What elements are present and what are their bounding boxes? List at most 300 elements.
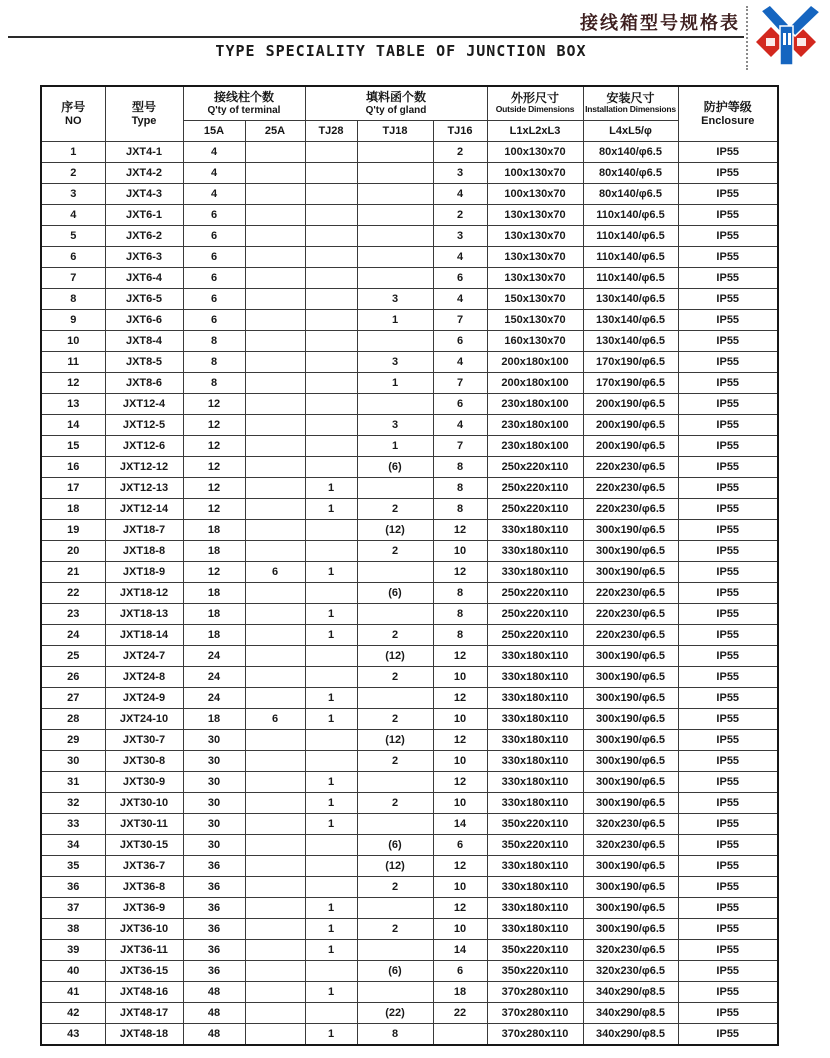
table-row bbox=[41, 625, 778, 646]
cell-outside-dimensions: 370x280x110 bbox=[487, 1003, 583, 1024]
col-header-type-cn: 型号 bbox=[131, 100, 156, 115]
cell-no: 35 bbox=[41, 856, 105, 877]
table-row bbox=[41, 793, 778, 814]
cell-terminal-25a bbox=[245, 982, 305, 1003]
cell-type: JXT30-15 bbox=[105, 835, 183, 856]
cell-gland-tj16: 4 bbox=[433, 184, 487, 205]
cell-enclosure: IP55 bbox=[678, 499, 778, 520]
cell-enclosure: IP55 bbox=[678, 1003, 778, 1024]
cell-terminal-15a: 8 bbox=[183, 331, 245, 352]
cell-outside-dimensions: 330x180x110 bbox=[487, 541, 583, 562]
cell-no: 1 bbox=[41, 142, 105, 163]
cell-no: 39 bbox=[41, 940, 105, 961]
cell-outside-dimensions: 350x220x110 bbox=[487, 814, 583, 835]
cell-outside-dimensions: 330x180x110 bbox=[487, 562, 583, 583]
cell-gland-tj28 bbox=[305, 142, 357, 163]
cell-gland-tj18: 1 bbox=[357, 373, 433, 394]
cell-terminal-15a: 12 bbox=[183, 478, 245, 499]
cell-outside-dimensions: 200x180x100 bbox=[487, 373, 583, 394]
cell-enclosure: IP55 bbox=[678, 646, 778, 667]
cell-terminal-15a: 36 bbox=[183, 898, 245, 919]
cell-installation-dimensions: 300x190/φ6.5 bbox=[583, 856, 678, 877]
cell-outside-dimensions: 230x180x100 bbox=[487, 436, 583, 457]
cell-outside-dimensions: 330x180x110 bbox=[487, 856, 583, 877]
cell-no: 13 bbox=[41, 394, 105, 415]
cell-outside-dimensions: 130x130x70 bbox=[487, 205, 583, 226]
col-header-no-en: NO bbox=[65, 114, 82, 127]
cell-gland-tj28 bbox=[305, 289, 357, 310]
cell-terminal-15a: 12 bbox=[183, 436, 245, 457]
cell-gland-tj16: 10 bbox=[433, 877, 487, 898]
cell-gland-tj16: 14 bbox=[433, 814, 487, 835]
cell-installation-dimensions: 110x140/φ6.5 bbox=[583, 268, 678, 289]
table-row bbox=[41, 394, 778, 415]
cell-gland-tj16: 10 bbox=[433, 667, 487, 688]
table-row bbox=[41, 751, 778, 772]
cell-gland-tj18 bbox=[357, 184, 433, 205]
cell-gland-tj16: 8 bbox=[433, 499, 487, 520]
cell-enclosure: IP55 bbox=[678, 793, 778, 814]
cell-terminal-25a bbox=[245, 436, 305, 457]
cell-terminal-15a: 48 bbox=[183, 1003, 245, 1024]
cell-enclosure: IP55 bbox=[678, 688, 778, 709]
cell-type: JXT8-6 bbox=[105, 373, 183, 394]
table-row bbox=[41, 919, 778, 940]
col-subheader-15a: 15A bbox=[183, 121, 245, 142]
cell-terminal-15a: 12 bbox=[183, 394, 245, 415]
cell-outside-dimensions: 130x130x70 bbox=[487, 247, 583, 268]
cell-terminal-15a: 6 bbox=[183, 268, 245, 289]
cell-terminal-15a: 18 bbox=[183, 625, 245, 646]
cell-terminal-15a: 6 bbox=[183, 247, 245, 268]
table-row bbox=[41, 772, 778, 793]
cell-installation-dimensions: 300x190/φ6.5 bbox=[583, 562, 678, 583]
cell-outside-dimensions: 370x280x110 bbox=[487, 982, 583, 1003]
cell-no: 18 bbox=[41, 499, 105, 520]
cell-terminal-15a: 18 bbox=[183, 583, 245, 604]
cell-installation-dimensions: 80x140/φ6.5 bbox=[583, 184, 678, 205]
cell-outside-dimensions: 250x220x110 bbox=[487, 583, 583, 604]
cell-type: JXT6-5 bbox=[105, 289, 183, 310]
cell-gland-tj28: 1 bbox=[305, 919, 357, 940]
cell-type: JXT12-13 bbox=[105, 478, 183, 499]
cell-installation-dimensions: 130x140/φ6.5 bbox=[583, 310, 678, 331]
cell-terminal-25a bbox=[245, 898, 305, 919]
cell-no: 27 bbox=[41, 688, 105, 709]
cell-outside-dimensions: 100x130x70 bbox=[487, 142, 583, 163]
table-row bbox=[41, 499, 778, 520]
cell-terminal-25a bbox=[245, 1003, 305, 1024]
cell-terminal-25a bbox=[245, 289, 305, 310]
cell-gland-tj28 bbox=[305, 415, 357, 436]
cell-gland-tj16: 8 bbox=[433, 604, 487, 625]
cell-installation-dimensions: 320x230/φ6.5 bbox=[583, 835, 678, 856]
cell-gland-tj16: 6 bbox=[433, 394, 487, 415]
cell-outside-dimensions: 330x180x110 bbox=[487, 709, 583, 730]
col-header-no-cn: 序号 bbox=[61, 100, 86, 115]
cell-installation-dimensions: 110x140/φ6.5 bbox=[583, 247, 678, 268]
table-row bbox=[41, 709, 778, 730]
table-row bbox=[41, 940, 778, 961]
cell-installation-dimensions: 300x190/φ6.5 bbox=[583, 772, 678, 793]
cell-terminal-15a: 4 bbox=[183, 142, 245, 163]
cell-gland-tj16: 4 bbox=[433, 352, 487, 373]
cell-gland-tj18: 1 bbox=[357, 310, 433, 331]
cell-terminal-25a bbox=[245, 961, 305, 982]
col-header-install-cn: 安装尺寸 bbox=[606, 91, 655, 106]
cell-gland-tj28 bbox=[305, 751, 357, 772]
table-row bbox=[41, 730, 778, 751]
cell-gland-tj16: 10 bbox=[433, 751, 487, 772]
table-row bbox=[41, 520, 778, 541]
table-row bbox=[41, 604, 778, 625]
cell-gland-tj18: (6) bbox=[357, 583, 433, 604]
cell-no: 41 bbox=[41, 982, 105, 1003]
cell-outside-dimensions: 330x180x110 bbox=[487, 520, 583, 541]
cell-type: JXT36-11 bbox=[105, 940, 183, 961]
cell-gland-tj18 bbox=[357, 562, 433, 583]
cell-installation-dimensions: 220x230/φ6.5 bbox=[583, 625, 678, 646]
cell-terminal-25a bbox=[245, 835, 305, 856]
cell-type: JXT24-9 bbox=[105, 688, 183, 709]
cell-gland-tj28 bbox=[305, 667, 357, 688]
cell-type: JXT12-5 bbox=[105, 415, 183, 436]
cell-outside-dimensions: 230x180x100 bbox=[487, 415, 583, 436]
header-divider bbox=[8, 36, 744, 38]
cell-outside-dimensions: 130x130x70 bbox=[487, 268, 583, 289]
cell-gland-tj16 bbox=[433, 1024, 487, 1046]
cell-terminal-25a bbox=[245, 352, 305, 373]
cell-enclosure: IP55 bbox=[678, 331, 778, 352]
cell-installation-dimensions: 300x190/φ6.5 bbox=[583, 646, 678, 667]
cell-terminal-25a bbox=[245, 604, 305, 625]
cell-installation-dimensions: 300x190/φ6.5 bbox=[583, 730, 678, 751]
cell-gland-tj16: 6 bbox=[433, 835, 487, 856]
cell-gland-tj28: 1 bbox=[305, 982, 357, 1003]
cell-terminal-15a: 24 bbox=[183, 667, 245, 688]
cell-no: 17 bbox=[41, 478, 105, 499]
cell-type: JXT48-18 bbox=[105, 1024, 183, 1046]
cell-gland-tj18 bbox=[357, 205, 433, 226]
cell-type: JXT36-15 bbox=[105, 961, 183, 982]
cell-terminal-15a: 4 bbox=[183, 184, 245, 205]
cell-gland-tj16: 7 bbox=[433, 310, 487, 331]
col-subheader-25a: 25A bbox=[245, 121, 305, 142]
cell-gland-tj18: 2 bbox=[357, 751, 433, 772]
cell-terminal-15a: 18 bbox=[183, 520, 245, 541]
cell-gland-tj16: 7 bbox=[433, 436, 487, 457]
cell-gland-tj18: 2 bbox=[357, 793, 433, 814]
cell-terminal-25a bbox=[245, 940, 305, 961]
cell-gland-tj18: 2 bbox=[357, 625, 433, 646]
cell-enclosure: IP55 bbox=[678, 919, 778, 940]
cell-enclosure: IP55 bbox=[678, 289, 778, 310]
cell-installation-dimensions: 300x190/φ6.5 bbox=[583, 688, 678, 709]
table-row bbox=[41, 310, 778, 331]
cell-gland-tj18: (12) bbox=[357, 520, 433, 541]
cell-gland-tj28 bbox=[305, 184, 357, 205]
cell-terminal-25a: 6 bbox=[245, 562, 305, 583]
cell-gland-tj16: 6 bbox=[433, 268, 487, 289]
cell-gland-tj28: 1 bbox=[305, 499, 357, 520]
cell-gland-tj16: 12 bbox=[433, 520, 487, 541]
cell-gland-tj18 bbox=[357, 604, 433, 625]
company-logo-icon bbox=[750, 3, 822, 73]
cell-gland-tj18: 3 bbox=[357, 352, 433, 373]
cell-no: 20 bbox=[41, 541, 105, 562]
cell-gland-tj18: (12) bbox=[357, 646, 433, 667]
cell-gland-tj18 bbox=[357, 142, 433, 163]
cell-gland-tj28 bbox=[305, 205, 357, 226]
cell-installation-dimensions: 300x190/φ6.5 bbox=[583, 877, 678, 898]
cell-outside-dimensions: 150x130x70 bbox=[487, 289, 583, 310]
cell-terminal-25a bbox=[245, 478, 305, 499]
cell-gland-tj18 bbox=[357, 688, 433, 709]
col-header-type bbox=[105, 86, 183, 142]
cell-gland-tj18 bbox=[357, 772, 433, 793]
cell-no: 8 bbox=[41, 289, 105, 310]
cell-type: JXT12-4 bbox=[105, 394, 183, 415]
table-row bbox=[41, 163, 778, 184]
cell-no: 21 bbox=[41, 562, 105, 583]
cell-terminal-25a bbox=[245, 457, 305, 478]
cell-type: JXT18-8 bbox=[105, 541, 183, 562]
cell-no: 19 bbox=[41, 520, 105, 541]
cell-outside-dimensions: 130x130x70 bbox=[487, 226, 583, 247]
cell-enclosure: IP55 bbox=[678, 961, 778, 982]
col-header-outside-cn: 外形尺寸 bbox=[510, 91, 559, 106]
cell-enclosure: IP55 bbox=[678, 772, 778, 793]
cell-terminal-25a bbox=[245, 226, 305, 247]
cell-terminal-25a bbox=[245, 415, 305, 436]
table-row bbox=[41, 688, 778, 709]
cell-enclosure: IP55 bbox=[678, 457, 778, 478]
cell-installation-dimensions: 300x190/φ6.5 bbox=[583, 541, 678, 562]
cell-gland-tj18: (22) bbox=[357, 1003, 433, 1024]
logo-separator-dotted-line bbox=[746, 6, 748, 70]
col-header-install-en: Installation Dimensions bbox=[585, 104, 676, 115]
cell-terminal-25a bbox=[245, 751, 305, 772]
cell-enclosure: IP55 bbox=[678, 814, 778, 835]
cell-gland-tj16: 6 bbox=[433, 331, 487, 352]
cell-no: 6 bbox=[41, 247, 105, 268]
table-row bbox=[41, 982, 778, 1003]
cell-gland-tj28: 1 bbox=[305, 604, 357, 625]
cell-gland-tj16: 4 bbox=[433, 247, 487, 268]
cell-gland-tj16: 12 bbox=[433, 772, 487, 793]
cell-type: JXT30-8 bbox=[105, 751, 183, 772]
cell-gland-tj18 bbox=[357, 982, 433, 1003]
cell-enclosure: IP55 bbox=[678, 541, 778, 562]
cell-gland-tj16: 8 bbox=[433, 457, 487, 478]
cell-enclosure: IP55 bbox=[678, 877, 778, 898]
cell-enclosure: IP55 bbox=[678, 436, 778, 457]
cell-gland-tj18: 2 bbox=[357, 667, 433, 688]
table-row bbox=[41, 898, 778, 919]
cell-gland-tj18: 2 bbox=[357, 709, 433, 730]
cell-installation-dimensions: 300x190/φ6.5 bbox=[583, 751, 678, 772]
cell-enclosure: IP55 bbox=[678, 142, 778, 163]
cell-enclosure: IP55 bbox=[678, 205, 778, 226]
cell-no: 23 bbox=[41, 604, 105, 625]
table-row bbox=[41, 877, 778, 898]
cell-no: 30 bbox=[41, 751, 105, 772]
cell-gland-tj18: 2 bbox=[357, 877, 433, 898]
cell-type: JXT18-7 bbox=[105, 520, 183, 541]
cell-type: JXT36-10 bbox=[105, 919, 183, 940]
cell-gland-tj18 bbox=[357, 940, 433, 961]
cell-outside-dimensions: 250x220x110 bbox=[487, 499, 583, 520]
cell-terminal-15a: 8 bbox=[183, 373, 245, 394]
cell-terminal-25a bbox=[245, 163, 305, 184]
cell-outside-dimensions: 160x130x70 bbox=[487, 331, 583, 352]
cell-gland-tj18: 1 bbox=[357, 436, 433, 457]
cell-gland-tj18: (6) bbox=[357, 457, 433, 478]
cell-gland-tj18: 8 bbox=[357, 1024, 433, 1046]
cell-gland-tj16: 6 bbox=[433, 961, 487, 982]
cell-gland-tj16: 3 bbox=[433, 163, 487, 184]
spec-table-body bbox=[41, 142, 778, 1046]
cell-installation-dimensions: 340x290/φ8.5 bbox=[583, 1024, 678, 1046]
table-row bbox=[41, 961, 778, 982]
cell-enclosure: IP55 bbox=[678, 415, 778, 436]
col-header-enclosure-en: Enclosure bbox=[701, 114, 755, 127]
cell-outside-dimensions: 150x130x70 bbox=[487, 310, 583, 331]
cell-gland-tj28 bbox=[305, 247, 357, 268]
table-row bbox=[41, 373, 778, 394]
cell-terminal-15a: 30 bbox=[183, 772, 245, 793]
cell-installation-dimensions: 200x190/φ6.5 bbox=[583, 436, 678, 457]
cell-installation-dimensions: 320x230/φ6.5 bbox=[583, 814, 678, 835]
cell-gland-tj28 bbox=[305, 310, 357, 331]
cell-gland-tj28 bbox=[305, 268, 357, 289]
cell-terminal-15a: 24 bbox=[183, 688, 245, 709]
cell-no: 2 bbox=[41, 163, 105, 184]
cell-gland-tj16: 7 bbox=[433, 373, 487, 394]
page-header bbox=[0, 0, 830, 82]
cell-installation-dimensions: 220x230/φ6.5 bbox=[583, 604, 678, 625]
cell-gland-tj28: 1 bbox=[305, 940, 357, 961]
cell-gland-tj16: 8 bbox=[433, 478, 487, 499]
cell-no: 28 bbox=[41, 709, 105, 730]
cell-installation-dimensions: 300x190/φ6.5 bbox=[583, 520, 678, 541]
cell-terminal-15a: 12 bbox=[183, 415, 245, 436]
cell-enclosure: IP55 bbox=[678, 562, 778, 583]
col-header-no bbox=[41, 86, 105, 142]
cell-no: 43 bbox=[41, 1024, 105, 1046]
cell-type: JXT6-3 bbox=[105, 247, 183, 268]
col-header-installation-dimensions bbox=[583, 86, 678, 121]
cell-gland-tj28 bbox=[305, 331, 357, 352]
cell-type: JXT48-17 bbox=[105, 1003, 183, 1024]
cell-outside-dimensions: 330x180x110 bbox=[487, 919, 583, 940]
cell-terminal-25a bbox=[245, 625, 305, 646]
cell-enclosure: IP55 bbox=[678, 226, 778, 247]
cell-enclosure: IP55 bbox=[678, 835, 778, 856]
cell-installation-dimensions: 80x140/φ6.5 bbox=[583, 163, 678, 184]
cell-installation-dimensions: 300x190/φ6.5 bbox=[583, 898, 678, 919]
cell-gland-tj28: 1 bbox=[305, 793, 357, 814]
cell-type: JXT24-8 bbox=[105, 667, 183, 688]
cell-terminal-15a: 36 bbox=[183, 940, 245, 961]
cell-gland-tj28: 1 bbox=[305, 772, 357, 793]
cell-type: JXT6-4 bbox=[105, 268, 183, 289]
cell-type: JXT24-10 bbox=[105, 709, 183, 730]
cell-type: JXT12-12 bbox=[105, 457, 183, 478]
cell-terminal-15a: 30 bbox=[183, 793, 245, 814]
cell-installation-dimensions: 320x230/φ6.5 bbox=[583, 961, 678, 982]
cell-installation-dimensions: 300x190/φ6.5 bbox=[583, 919, 678, 940]
cell-type: JXT8-5 bbox=[105, 352, 183, 373]
cell-installation-dimensions: 300x190/φ6.5 bbox=[583, 793, 678, 814]
cell-outside-dimensions: 370x280x110 bbox=[487, 1024, 583, 1046]
cell-type: JXT30-9 bbox=[105, 772, 183, 793]
cell-gland-tj18: (12) bbox=[357, 730, 433, 751]
cell-no: 38 bbox=[41, 919, 105, 940]
cell-terminal-25a bbox=[245, 394, 305, 415]
cell-terminal-15a: 18 bbox=[183, 709, 245, 730]
cell-gland-tj18: (6) bbox=[357, 961, 433, 982]
cell-installation-dimensions: 300x190/φ6.5 bbox=[583, 709, 678, 730]
cell-gland-tj16: 12 bbox=[433, 562, 487, 583]
cell-enclosure: IP55 bbox=[678, 751, 778, 772]
cell-no: 11 bbox=[41, 352, 105, 373]
cell-outside-dimensions: 330x180x110 bbox=[487, 793, 583, 814]
cell-enclosure: IP55 bbox=[678, 373, 778, 394]
cell-gland-tj18: (6) bbox=[357, 835, 433, 856]
cell-outside-dimensions: 330x180x110 bbox=[487, 772, 583, 793]
cell-terminal-15a: 30 bbox=[183, 751, 245, 772]
cell-type: JXT30-7 bbox=[105, 730, 183, 751]
col-header-type-en: Type bbox=[131, 114, 157, 127]
cell-gland-tj18: 3 bbox=[357, 415, 433, 436]
cell-enclosure: IP55 bbox=[678, 709, 778, 730]
cell-type: JXT4-1 bbox=[105, 142, 183, 163]
cell-terminal-25a bbox=[245, 268, 305, 289]
cell-terminal-25a bbox=[245, 247, 305, 268]
table-row bbox=[41, 478, 778, 499]
cell-gland-tj16: 2 bbox=[433, 205, 487, 226]
cell-gland-tj28 bbox=[305, 457, 357, 478]
cell-no: 15 bbox=[41, 436, 105, 457]
cell-type: JXT36-9 bbox=[105, 898, 183, 919]
cell-type: JXT12-6 bbox=[105, 436, 183, 457]
cell-terminal-25a bbox=[245, 814, 305, 835]
cell-outside-dimensions: 330x180x110 bbox=[487, 667, 583, 688]
cell-terminal-25a bbox=[245, 856, 305, 877]
cell-gland-tj28 bbox=[305, 226, 357, 247]
cell-terminal-25a bbox=[245, 142, 305, 163]
cell-outside-dimensions: 350x220x110 bbox=[487, 940, 583, 961]
table-row bbox=[41, 1024, 778, 1046]
col-subheader-tj16: TJ16 bbox=[433, 121, 487, 142]
cell-gland-tj28 bbox=[305, 520, 357, 541]
cell-no: 10 bbox=[41, 331, 105, 352]
cell-no: 24 bbox=[41, 625, 105, 646]
table-row bbox=[41, 142, 778, 163]
cell-gland-tj18 bbox=[357, 478, 433, 499]
cell-no: 40 bbox=[41, 961, 105, 982]
table-row bbox=[41, 814, 778, 835]
cell-type: JXT6-6 bbox=[105, 310, 183, 331]
cell-outside-dimensions: 350x220x110 bbox=[487, 835, 583, 856]
cell-gland-tj28 bbox=[305, 646, 357, 667]
col-group-terminal-en: Q'ty of terminal bbox=[207, 104, 281, 116]
cell-outside-dimensions: 330x180x110 bbox=[487, 898, 583, 919]
cell-type: JXT48-16 bbox=[105, 982, 183, 1003]
cell-type: JXT8-4 bbox=[105, 331, 183, 352]
cell-no: 16 bbox=[41, 457, 105, 478]
